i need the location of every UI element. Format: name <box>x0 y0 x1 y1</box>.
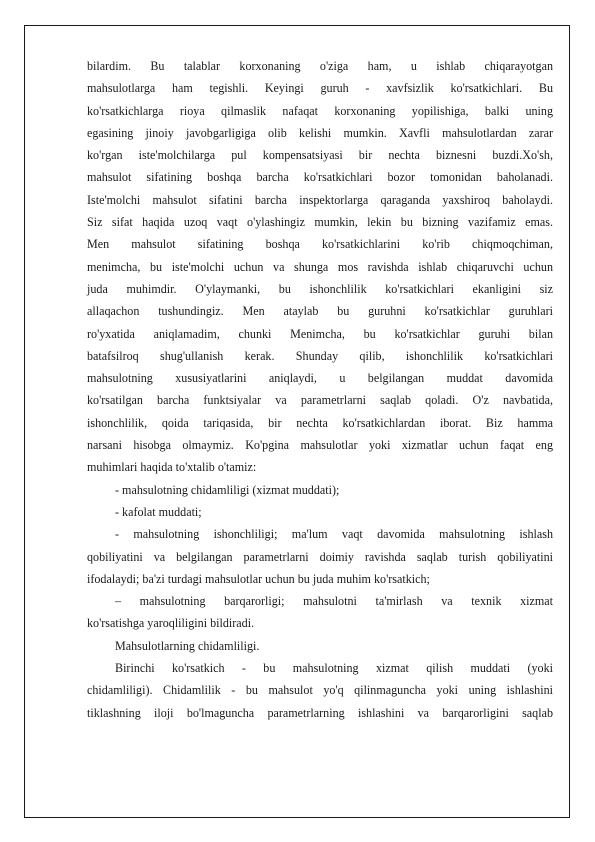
list-item-stability: – mahsulotning barqarorligi; mahsulotni ta'mirlash va texnik xizmat <box>115 594 553 609</box>
body-line: ko'rgan iste'molchilarga pul kompensatsiyasi bir nechta biznesni buzdi.Xo'sh, <box>87 148 553 163</box>
list-item-stability-cont: ko'rsatishga yaroqliligini bildiradi. <box>87 616 255 631</box>
body-line: Birinchi ko'rsatkich - bu mahsulotning xizmat qilish muddati (yoki <box>115 661 553 676</box>
body-line: bilardim. Bu talablar korxonaning o'ziga ham, u ishlab chiqarayotgan <box>87 59 553 73</box>
body-line: narsani hisobga olmaymiz. Ko'pgina mahsulotlar yoki xizmatlar uchun faqat eng <box>87 438 553 453</box>
body-line: ishonchlilik, qoida tariqasida, bir nechta ko'rsatkichlardan iborat. Biz hamma <box>87 415 553 430</box>
body-line: ko'rsatilgan barcha funktsiyalar va parametrlarni saqlab qoladi. O'z navbatida, <box>87 393 553 408</box>
section-heading: Mahsulotlarning chidamliligi. <box>115 638 260 653</box>
document-body <box>87 55 553 724</box>
body-line: mahsulotlarga ham tegishli. Keyingi guruh - xavfsizlik ko'rsatkichlari. Bu <box>87 81 553 96</box>
list-item-reliability-cont: ifodalaydi; ba'zi turdagi mahsulotlar uchun bu juda muhim ko'rsatkich; <box>87 571 430 586</box>
list-item-reliability-cont: qobiliyatini va belgilangan parametrlarni doimiy ravishda saqlab turish qobiliyatini <box>87 549 553 564</box>
body-line: Siz sifat haqida uzoq vaqt o'ylashingiz mumkin, lekin bu bizning vazifamiz emas. <box>87 215 553 230</box>
body-line: ro'yxatida aniqlamadim, chunki Menimcha, bu ko'rsatkichlar guruhi bilan <box>87 326 553 341</box>
list-item-warranty: - kafolat muddati; <box>115 504 202 519</box>
body-line: Men mahsulot sifatining boshqa ko'rsatkichlarini ko'rib chiqmoqchiman, <box>87 237 553 252</box>
body-line: mahsulot sifatining boshqa barcha ko'rsatkichlari bozor tomonidan baholanadi. <box>87 170 553 185</box>
body-line: juda muhimdir. O'ylaymanki, bu ishonchlilik ko'rsatkichlari ekanligini siz <box>87 281 553 296</box>
body-line: menimcha, bu iste'molchi uchun va shunga mos ravishda ishlab chiqaruvchi uchun <box>87 259 553 274</box>
body-line: egasining jinoiy javobgarligiga olib kelishi mumkin. Xavfli mahsulotlardan zarar <box>87 125 553 140</box>
body-line: muhimlari haqida to'xtalib o'tamiz: <box>87 460 257 475</box>
body-line: tiklashning iloji bo'lmaguncha parametrlarning ishlashini va barqarorligini saqlab <box>87 705 553 720</box>
body-line: batafsilroq shug'ullanish kerak. Shunday qilib, ishonchlilik ko'rsatkichlari <box>87 348 553 363</box>
body-line: chidamliligi). Chidamlilik - bu mahsulot yo'q qilinmaguncha yoki uning ishlashini <box>87 683 553 698</box>
body-line: Iste'molchi mahsulot sifatini barcha inspektorlarga qaraganda yaxshiroq baholaydi. <box>87 192 553 207</box>
body-line: ko'rsatkichlarga rioya qilmaslik nafaqat korxonaning yopilishiga, balki uning <box>87 103 553 118</box>
list-item-durability: - mahsulotning chidamliligi (xizmat muddati); <box>115 482 340 497</box>
body-line: mahsulotning xususiyatlarini aniqlaydi, u belgilangan muddat davomida <box>87 371 553 386</box>
list-item-reliability: - mahsulotning ishonchliligi; ma'lum vaqt davomida mahsulotning ishlash <box>115 527 553 542</box>
body-line: allaqachon tushundingiz. Men ataylab bu guruhni ko'rsatkichlar guruhlari <box>87 304 553 319</box>
